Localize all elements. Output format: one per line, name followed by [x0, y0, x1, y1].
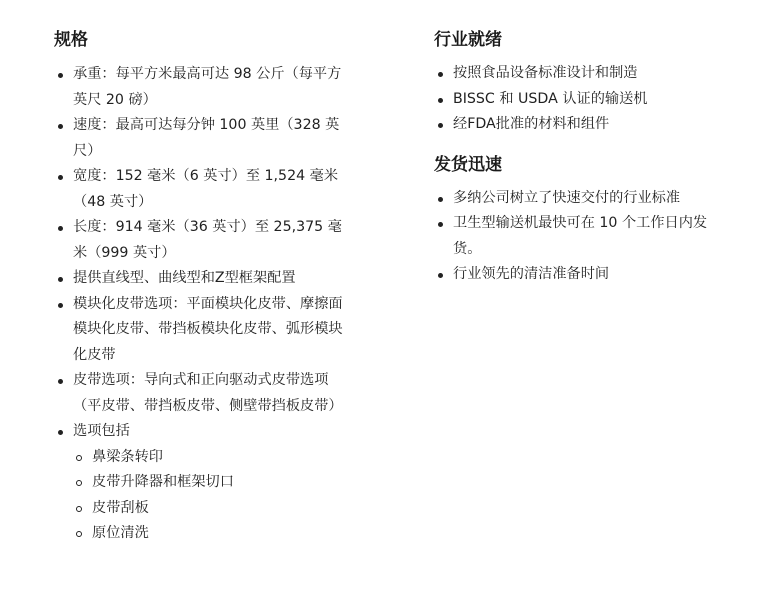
industry-item: 经FDA批准的材料和组件 — [434, 112, 734, 138]
specs-heading: 规格 — [54, 30, 88, 50]
spec-item-modular-belt: 模块化皮带选项：平面模块化皮带、摩擦面模块化皮带、带挡板模块化皮带、弧形模块化皮带 — [54, 292, 354, 369]
specs-list — [54, 62, 354, 547]
spec-item-width: 宽度：152 毫米（6 英寸）至 1,524 毫米（48 英寸） — [54, 164, 354, 215]
industry-list — [434, 61, 734, 138]
spec-item-belt-options: 皮带选项：导向式和正向驱动式皮带选项（平皮带、带挡板皮带、侧壁带挡板皮带） — [54, 368, 354, 419]
option-item: 鼻梁条转印 — [73, 445, 354, 471]
right-column — [434, 28, 734, 288]
option-item: 皮带升降器和框架切口 — [73, 470, 354, 496]
spec-item-length: 长度：914 毫米（36 英寸）至 25,375 毫米（999 英寸） — [54, 215, 354, 266]
spec-item-options — [54, 419, 354, 547]
shipping-heading: 发货迅速 — [434, 154, 502, 175]
shipping-item: 多纳公司树立了快速交付的行业标准 — [434, 186, 734, 212]
option-item: 皮带刮板 — [73, 496, 354, 522]
option-item: 原位清洗 — [73, 521, 354, 547]
specs-section — [54, 28, 354, 547]
industry-item: 按照食品设备标准设计和制造 — [434, 61, 734, 87]
spec-item-frame-config: 提供直线型、曲线型和Z型框架配置 — [54, 266, 354, 292]
spec-item-load: 承重：每平方米最高可达 98 公斤（每平方英尺 20 磅） — [54, 62, 354, 113]
options-sublist — [73, 445, 354, 547]
industry-item: BISSC 和 USDA 认证的输送机 — [434, 87, 734, 113]
shipping-list — [434, 186, 734, 288]
shipping-item: 卫生型输送机最快可在 10 个工作日内发货。 — [434, 211, 734, 262]
industry-heading: 行业就绪 — [434, 30, 502, 50]
spec-item-options-label: 选项包括 — [73, 423, 130, 439]
shipping-item: 行业领先的清洁准备时间 — [434, 262, 734, 288]
spec-item-speed: 速度：最高可达每分钟 100 英里（328 英尺） — [54, 113, 354, 164]
